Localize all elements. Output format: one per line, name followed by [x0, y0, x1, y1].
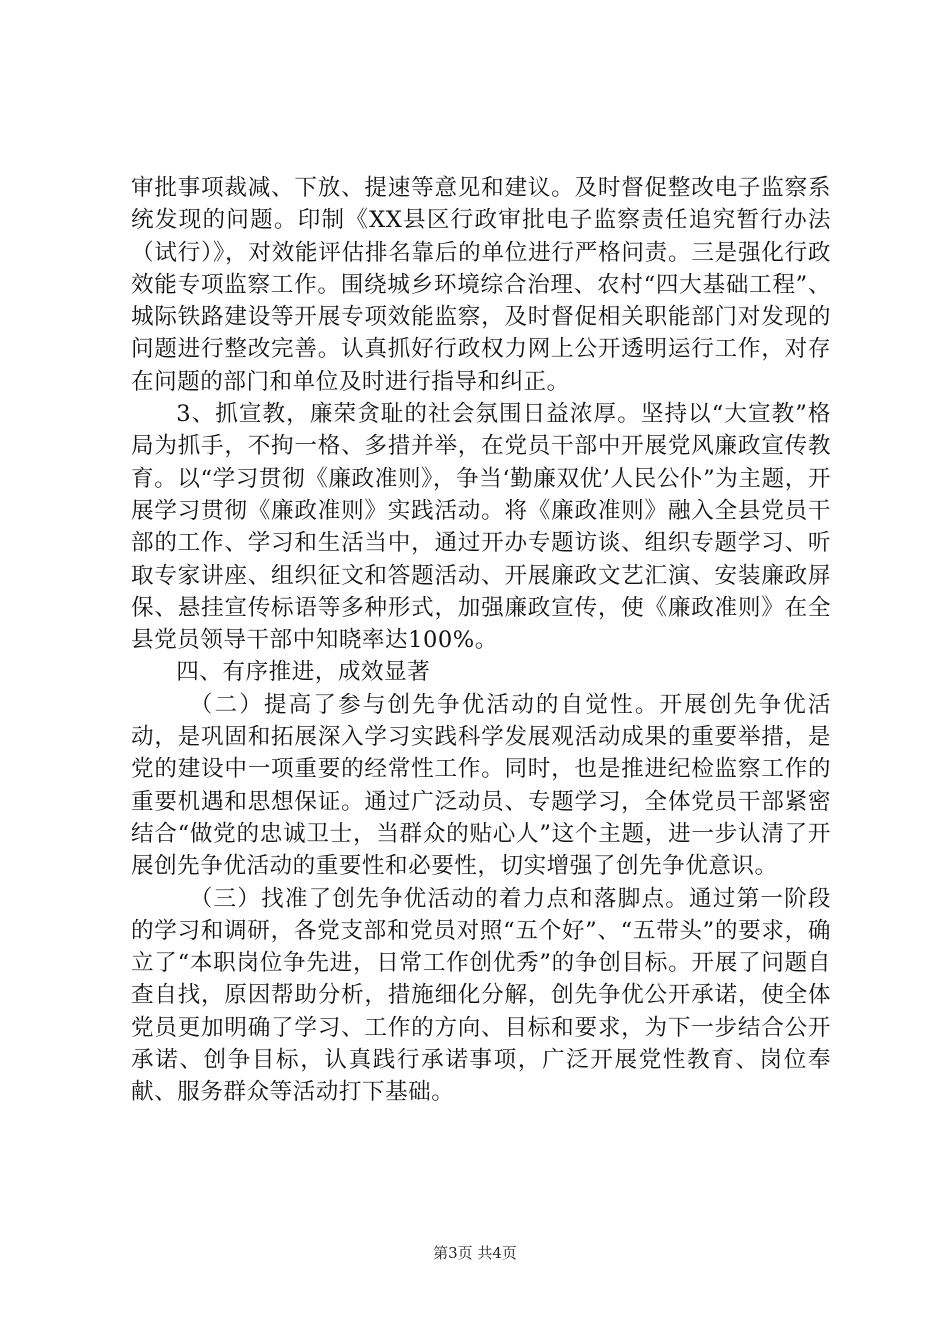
paragraph-2: 3、抓宣教，廉荣贪耻的社会氛围日益浓厚。坚持以“大宣教”格局为抓手，不拘一格、多措并举，在党员干部中开展党风廉政宣传教育。以“学习贯彻《廉政准则》，争当‘勤廉双优’人民公仆”为主题，开展学习贯彻《廉政准则》实践活动。将《廉政准则》融入全县党员干部的工作、学习和生活当中，通过开办专题访谈、组织专题学习、听取专家讲座、组织征文和答题活动、开展廉政文艺汇演、安装廉政屏保、悬挂宣传标语等多种形式，加强廉政宣传，使《廉政准则》在全县党员领导干部中知晓率达100%。	[131, 401, 831, 654]
paragraph-4: （二）提高了参与创先争优活动的自觉性。开展创先争优活动，是巩固和拓展深入学习实践科学发展观活动成果的重要举措，是党的建设中一项重要的经常性工作。同时，也是推进纪检监察工作的重要机遇和思想保证。通过广泛动员、专题学习，全体党员干部紧密结合“做党的忠诚卫士，当群众的贴心人”这个主题，进一步认清了开展创先争优活动的重要性和必要性，切实增强了创先争优意识。	[131, 691, 831, 880]
document-body	[131, 172, 831, 1109]
paragraph-5: （三）找准了创先争优活动的着力点和落脚点。通过第一阶段的学习和调研，各党支部和党员对照“五个好”、“五带头”的要求，确立了“本职岗位争先进，日常工作创优秀”的争创目标。开展了问题自查自找，原因帮助分析，措施细化分解，创先争优公开承诺，使全体党员更加明确了学习、工作的方向、目标和要求，为下一步结合公开承诺、创争目标，认真践行承诺事项，广泛开展党性教育、岗位奉献、服务群众等活动打下基础。	[131, 885, 831, 1106]
section-heading: 四、有序推进，成效显著	[176, 659, 431, 686]
paragraph-1: 审批事项裁减、下放、提速等意见和建议。及时督促整改电子监察系统发现的问题。印制《XX县区行政审批电子监察责任追究暂行办法（试行）》，对效能评估排名靠后的单位进行严格问责。三是强化行政效能专项监察工作。围绕城乡环境综合治理、农村“四大基础工程”、城际铁路建设等开展专项效能监察，及时督促相关职能部门对发现的问题进行整改完善。认真抓好行政权力网上公开透明运行工作，对存在问题的部门和单位及时进行指导和纠正。	[131, 175, 831, 395]
page-number-footer: 第3页 共4页	[433, 1244, 517, 1262]
